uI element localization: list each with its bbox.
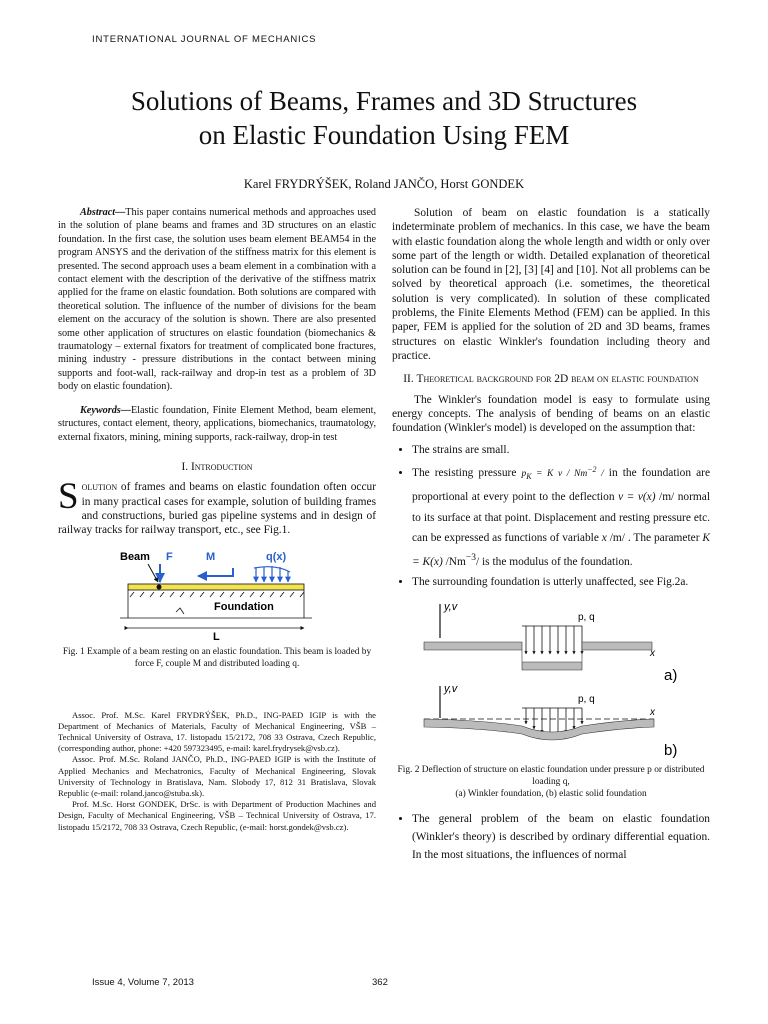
fig1-beam-label: Beam xyxy=(120,550,150,563)
fig1-distributed-load xyxy=(254,566,290,582)
fig1-length-label: L xyxy=(213,630,220,642)
fig1-beam xyxy=(128,584,304,590)
right-column xyxy=(392,206,710,864)
assumption-3: • The surrounding foundation is utterly unaffected, see Fig.2a. xyxy=(412,572,710,592)
fig2a-axis-label: y,v xyxy=(444,601,458,614)
intro-paragraph: Solution of frames and beams on elastic foundation often occur in many practical cases for example, solution of building frames and constructions, buried gas pipeline systems and in design of railway tracks for railway transport, etc., see Fig.1. xyxy=(58,476,376,537)
fig1-moment-arrow xyxy=(198,568,233,576)
fig2a-x-label: x xyxy=(650,648,655,660)
abstract-lead: Abstract— xyxy=(80,207,126,218)
footnote-2: Assoc. Prof. M.Sc. Roland JANČO, Ph.D., ING-PAED IGIP is with the Institute of Applied Mechanics and Mechatronics, Faculty of Mechanical Engineering, Slovak University of Technology in Bratislava, Nam. Slobody 17, 812 31 Bratislava, Slovak Republic (e-mail: roland.janco@stuba.sk). xyxy=(58,754,376,798)
general-problem-bullet: • The general problem of the beam on elastic foundation (Winkler's theory) is described by ordinary differential equation. In the most situations, the influences of normal xyxy=(412,810,710,864)
fig2-label-a: a) xyxy=(664,667,678,685)
fig2b-ground xyxy=(424,719,654,740)
section-1-heading: I. Introduction xyxy=(181,460,253,473)
fig2a-load-label: p, q xyxy=(578,612,595,624)
keywords-lead: Keywords— xyxy=(80,404,131,416)
fig2-caption: Fig. 2 Deflection of structure on elastic foundation under pressure p or distributed loading q, (a) Winkler foundation, (b) elastic solid foundation xyxy=(397,765,705,800)
right-intro-paragraph: Solution of beam on elastic foundation is a statically indeterminate problem of mechanics. In this case, we have the beam with elastic foundation along the whole length and width or only over some part of the length or width. Detailed explanation of theoretical solution can be found in [2], [3] [4] and [10]. Not all problems can be solved by theoretical approach (i.e. sometimes, the theoretical solution is very complicated). In solution of these complicated problems, the Finite Elements Method (FEM) can be applied. In this paper, FEM is applied for the solution of 2D and 3D beams, frames structures on elastic Winkler's foundation including theory and practice. xyxy=(392,207,710,362)
fig2a-ground xyxy=(424,642,652,670)
footnote-3: Prof. M.Sc. Horst GONDEK, DrSc. is with Department of Production Machines and Design, Faculty of Mechanical Engineering, VŠB – Technical University of Ostrava, 17. listopadu 15/2172, 708 33 Ostrava, Czech Republic, (e-mail: horst.gondek@vsb.cz). xyxy=(58,799,376,832)
fig2b-x-label: x xyxy=(650,707,655,719)
footnotes xyxy=(58,710,376,833)
fig1-caption: Fig. 1 Example of a beam resting on an elastic foundation. This beam is loaded by force F, couple M and distributed loading q. xyxy=(62,646,372,669)
page-number: 362 xyxy=(372,977,388,988)
left-column xyxy=(58,206,376,833)
fig1-force-label: F xyxy=(166,550,173,563)
author-list: Karel FRYDRÝŠEK, Roland JANČO, Horst GONDEK xyxy=(243,177,525,191)
issue-info: Issue 4, Volume 7, 2013 xyxy=(92,977,194,988)
keywords xyxy=(58,404,376,444)
drop-cap: S xyxy=(58,476,79,518)
fig2-deflection-diagram xyxy=(392,598,710,758)
fig2b-load-label: p, q xyxy=(578,694,595,706)
footnote-1: Assoc. Prof. M.Sc. Karel FRYDRÝŠEK, Ph.D., ING-PAED IGIP is with the Department of Mechanics of Materials, Faculty of Mechanical Engineering, VŠB – Technical University of Ostrava, 17. listopadu 15/2172, 708 33 Ostrava, Czech Republic, (corresponding author, phone: +420 597323495, e-mail: karel.frydrysek@vsb.cz). xyxy=(58,709,376,754)
assumption-list xyxy=(392,440,710,593)
paper-title xyxy=(60,84,708,152)
abstract-text: This paper contains numerical methods and approaches used in the solution of plane beams and frames and 3D structures on an elastic foundation. In the first case, the solution uses beam element BEAM54 in the program ANSYS and the derivation of the stiffness matrix for this element is presented. The second approach uses a beam element in a combination with a contact element with the description of the derivative of the stiffness matrix applied for the frame on elastic foundation. Both solutions are compared with theoretical solution. The influence of the number of divisions for the beam element on the accuracy of the solution is shown. There are also presented some other application of structures on elastic foundation (biomechanics & traumatology – external fixators for treatment of complicated bone fractures, mining industry - pressure distributions in the contact between mining supports and foot-wall, rack-railway and drop-in test as a problem of 3D body on elastic foundation). xyxy=(58,207,376,393)
fig1-load-label: q(x) xyxy=(266,550,287,563)
fig1-moment-label: M xyxy=(206,550,216,563)
fig1-foundation-label: Foundation xyxy=(214,600,274,613)
fig2b-axis-label: y,v xyxy=(444,683,458,696)
title-line-1: Solutions of Beams, Frames and 3D Structures xyxy=(130,86,638,116)
section-2-heading: II. Theoretical background for 2D beam on elastic foundation xyxy=(403,373,699,386)
general-problem-list xyxy=(392,810,710,864)
fig1-beam-diagram xyxy=(58,546,376,642)
abstract xyxy=(58,206,376,394)
assumption-1: • The strains are small. xyxy=(412,440,710,460)
assumption-2: • The resisting pressure $p_K = K$ v / $Nm^{-2}$ / in the foundation are proportional at every point to the deflection v = v(x) /m/ normal to its surface at that point. Displacement and resting pressure etc. can be expressed as functions of variable x /m/ . The parameter K = K(x) $/Nm^{-3}/$ is the modulus of the foundation. xyxy=(412,460,710,572)
keywords-text: Elastic foundation, Finite Element Method, beam element, structures, contact element, theory, applications, biomechanics, traumatology, external fixators, mining, mining supports, rack-railway, drop-in test xyxy=(58,404,376,443)
fig2-label-b: b) xyxy=(664,742,678,759)
title-line-2: on Elastic Foundation Using FEM xyxy=(198,120,570,150)
winkler-intro: The Winkler's foundation model is easy to formulate using energy concepts. The analysis of bending of beams on an elastic foundation (Winkler's model) is developed on the assumption that: xyxy=(392,393,710,435)
journal-header: INTERNATIONAL JOURNAL OF MECHANICS xyxy=(92,34,317,45)
